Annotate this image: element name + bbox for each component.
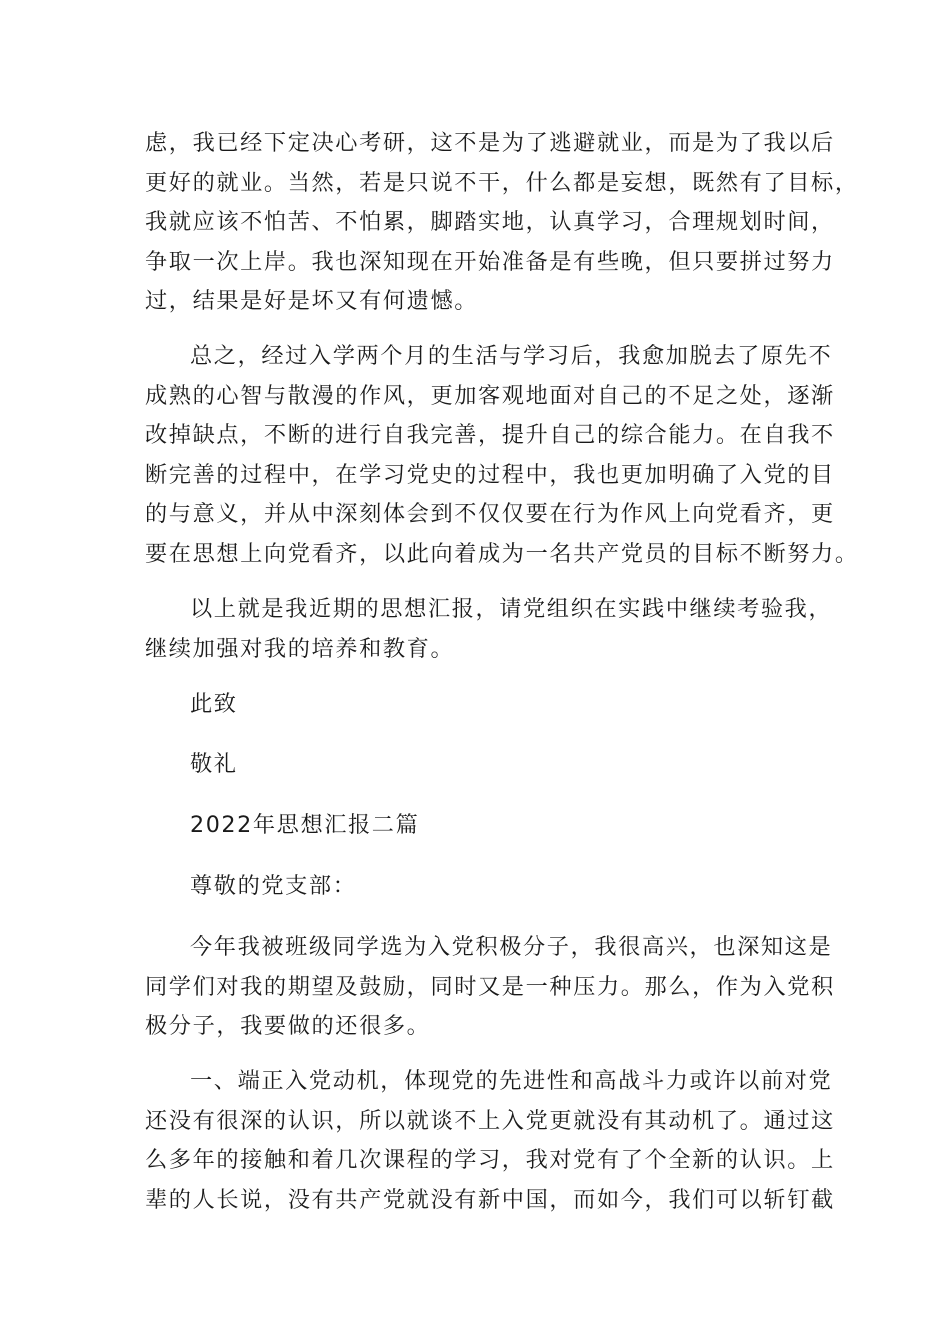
text-line: 此致: [190, 691, 238, 717]
greeting: [145, 867, 810, 907]
text-line: 么多年的接触和着几次课程的学习，我对党有了个全新的认识。上: [145, 1147, 835, 1173]
text-line: 尊敬的党支部：: [190, 873, 357, 899]
text-line: 虑，我已经下定决心考研，这不是为了逃避就业，而是为了我以后: [145, 130, 835, 156]
text-line: 的与意义，并从中深刻体会到不仅仅要在行为作风上向党看齐，更: [145, 501, 835, 527]
text-line: 成熟的心智与散漫的作风，更加客观地面对自己的不足之处，逐渐: [145, 382, 835, 409]
text-line: 以上就是我近期的思想汇报，请党组织在实践中继续考验我，: [190, 596, 833, 622]
text-line: 改掉缺点，不断的进行自我完善，提升自己的综合能力。在自我不: [145, 422, 835, 448]
paragraph-conclusion: [145, 590, 833, 669]
paragraph-summary: [145, 337, 859, 574]
text-line: 争取一次上岸。我也深知现在开始准备是有些晚，但只要拼过努力: [145, 248, 835, 275]
text-line: 继续加强对我的培养和教育。: [145, 635, 455, 662]
text-line: 同学们对我的期望及鼓励，同时又是一种压力。那么，作为入党积: [145, 973, 835, 1000]
salutation-cizhi: [145, 685, 810, 725]
text-line: 极分子，我要做的还很多。: [145, 1013, 431, 1039]
text-line: 辈的人长说，没有共产党就没有新中国，而如今，我们可以斩钉截: [145, 1186, 835, 1213]
text-line: 我就应该不怕苦、不怕累，脚踏实地，认真学习，合理规划时间，: [145, 209, 835, 235]
section-title: [145, 806, 810, 846]
text-line: 总之，经过入学两个月的生活与学习后，我愈加脱去了原先不: [190, 343, 833, 369]
text-line: 要在思想上向党看齐，以此向着成为一名共产党员的目标不断努力。: [145, 540, 859, 567]
paragraph-motivation: [145, 1062, 835, 1220]
text-line: 更好的就业。当然，若是只说不干，什么都是妄想，既然有了目标，: [145, 169, 859, 196]
text-line: 还没有很深的认识，所以就谈不上入党更就没有其动机了。通过这: [145, 1107, 835, 1134]
text-line: 断完善的过程中，在学习党史的过程中，我也更加明确了入党的目: [145, 461, 835, 488]
paragraph-activist: [145, 928, 835, 1047]
text-line: 过，结果是好是坏又有何遗憾。: [145, 288, 479, 314]
paragraph-study-plan: [145, 124, 859, 322]
text-line: 2022年思想汇报二篇: [190, 812, 420, 838]
text-line: 今年我被班级同学选为入党积极分子，我很高兴，也深知这是: [190, 934, 833, 960]
text-line: 敬礼: [190, 751, 238, 777]
text-line: 一、端正入党动机，体现党的先进性和高战斗力或许以前对党: [190, 1068, 833, 1094]
salutation-jingli: [145, 745, 810, 785]
